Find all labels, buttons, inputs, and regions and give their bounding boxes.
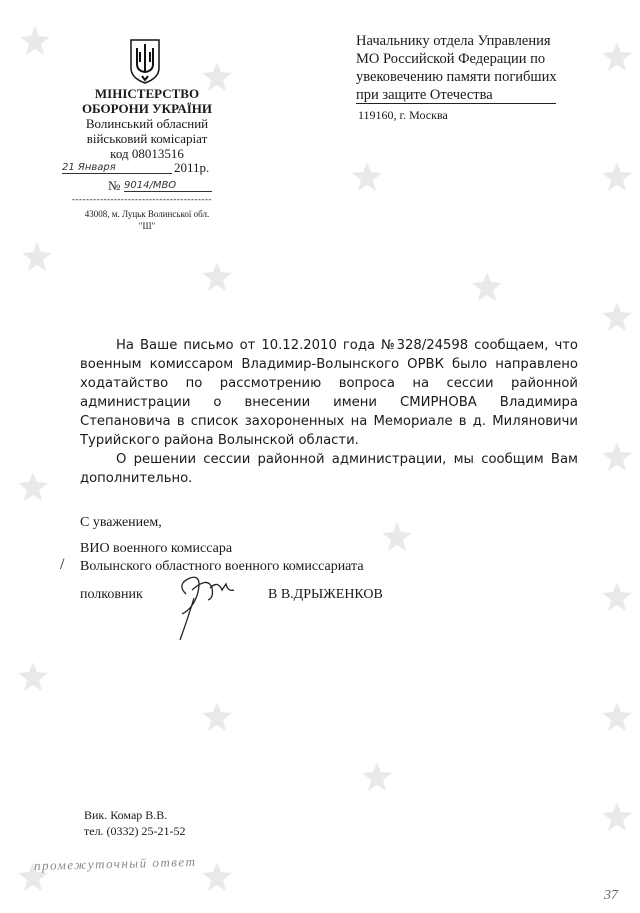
executor-phone: тел. (0332) 25-21-52 [84, 824, 186, 838]
address-line: 43008, м. Луцьк Волинської обл. [84, 209, 210, 219]
watermark-icon [200, 260, 234, 294]
sender-address [72, 208, 222, 232]
addressee-line: при защите Отечества [356, 87, 493, 103]
coat-of-arms-icon [128, 38, 162, 84]
signer-name: В В.ДРЫЖЕНКОВ [268, 587, 383, 602]
margin-mark: / [60, 556, 65, 573]
handwritten-signature [168, 564, 248, 644]
watermark-icon [18, 24, 52, 58]
handwritten-note: промежуточный ответ [33, 853, 197, 874]
watermark-icon [600, 160, 634, 194]
signer-position: Волынского областного военного комиссариата [80, 559, 364, 574]
watermark-icon [360, 760, 394, 794]
addressee-line: Начальнику отдела Управления [356, 33, 551, 49]
letter-body [80, 336, 578, 488]
sender-block [72, 86, 222, 161]
watermark-icon [200, 860, 234, 894]
watermark-icon [470, 270, 504, 304]
commissariat-name: Волинський обласний [85, 116, 209, 131]
watermark-icon [16, 470, 50, 504]
ministry-name: МІНІСТЕРСТВО [94, 86, 200, 101]
number-handwritten: 9014/МВО [124, 180, 212, 192]
addressee-postal: 119160, г. Москва [358, 108, 448, 122]
page-number: 37 [604, 888, 618, 903]
watermark-icon [380, 520, 414, 554]
regards-text: С уважением, [80, 515, 162, 530]
watermark-icon [600, 800, 634, 834]
commissariat-name: військовий комісаріат [86, 131, 208, 146]
dash-line: ---------------------------------------- [72, 194, 212, 204]
addressee-block [356, 32, 582, 104]
watermark-icon [200, 700, 234, 734]
signer-position: ВИО военного комиссара [80, 541, 233, 556]
watermark-icon [600, 440, 634, 474]
addressee-line: увековечению памяти погибших [356, 69, 557, 85]
date-handwritten: 21 Января [62, 162, 172, 174]
body-paragraph: На Ваше письмо от 10.12.2010 года №328/24598 сообщаем, что военным комиссаром Владимир-Волынского ОРВК было направлено ходатайство по рассмотрению вопроса на сессии районной администрации о внесении имени СМИРНОВА Владимира Степановича в список захороненных на Мемориале в д. Миляновичи Турийского района Волынской области. [80, 338, 578, 448]
address-line: "Ш" [138, 221, 156, 231]
body-paragraph: О решении сессии районной администрации, мы сообщим Вам дополнительно. [80, 452, 578, 486]
watermark-icon [350, 160, 384, 194]
organization-code: код 08013516 [110, 146, 184, 161]
watermark-icon [16, 660, 50, 694]
watermark-icon [20, 240, 54, 274]
watermark-icon [600, 700, 634, 734]
watermark-icon [600, 580, 634, 614]
watermark-icon [600, 40, 634, 74]
signer-rank: полковник [80, 587, 143, 602]
addressee-line: МО Российской Федерации по [356, 51, 546, 67]
addressee-underline [356, 103, 556, 104]
executor-name: Вик. Комар В.В. [84, 808, 168, 822]
watermark-icon [600, 300, 634, 334]
ministry-name: ОБОРОНИ УКРАЇНИ [81, 101, 213, 116]
number-prefix: № [108, 178, 121, 193]
date-year: 2011р. [174, 160, 210, 175]
